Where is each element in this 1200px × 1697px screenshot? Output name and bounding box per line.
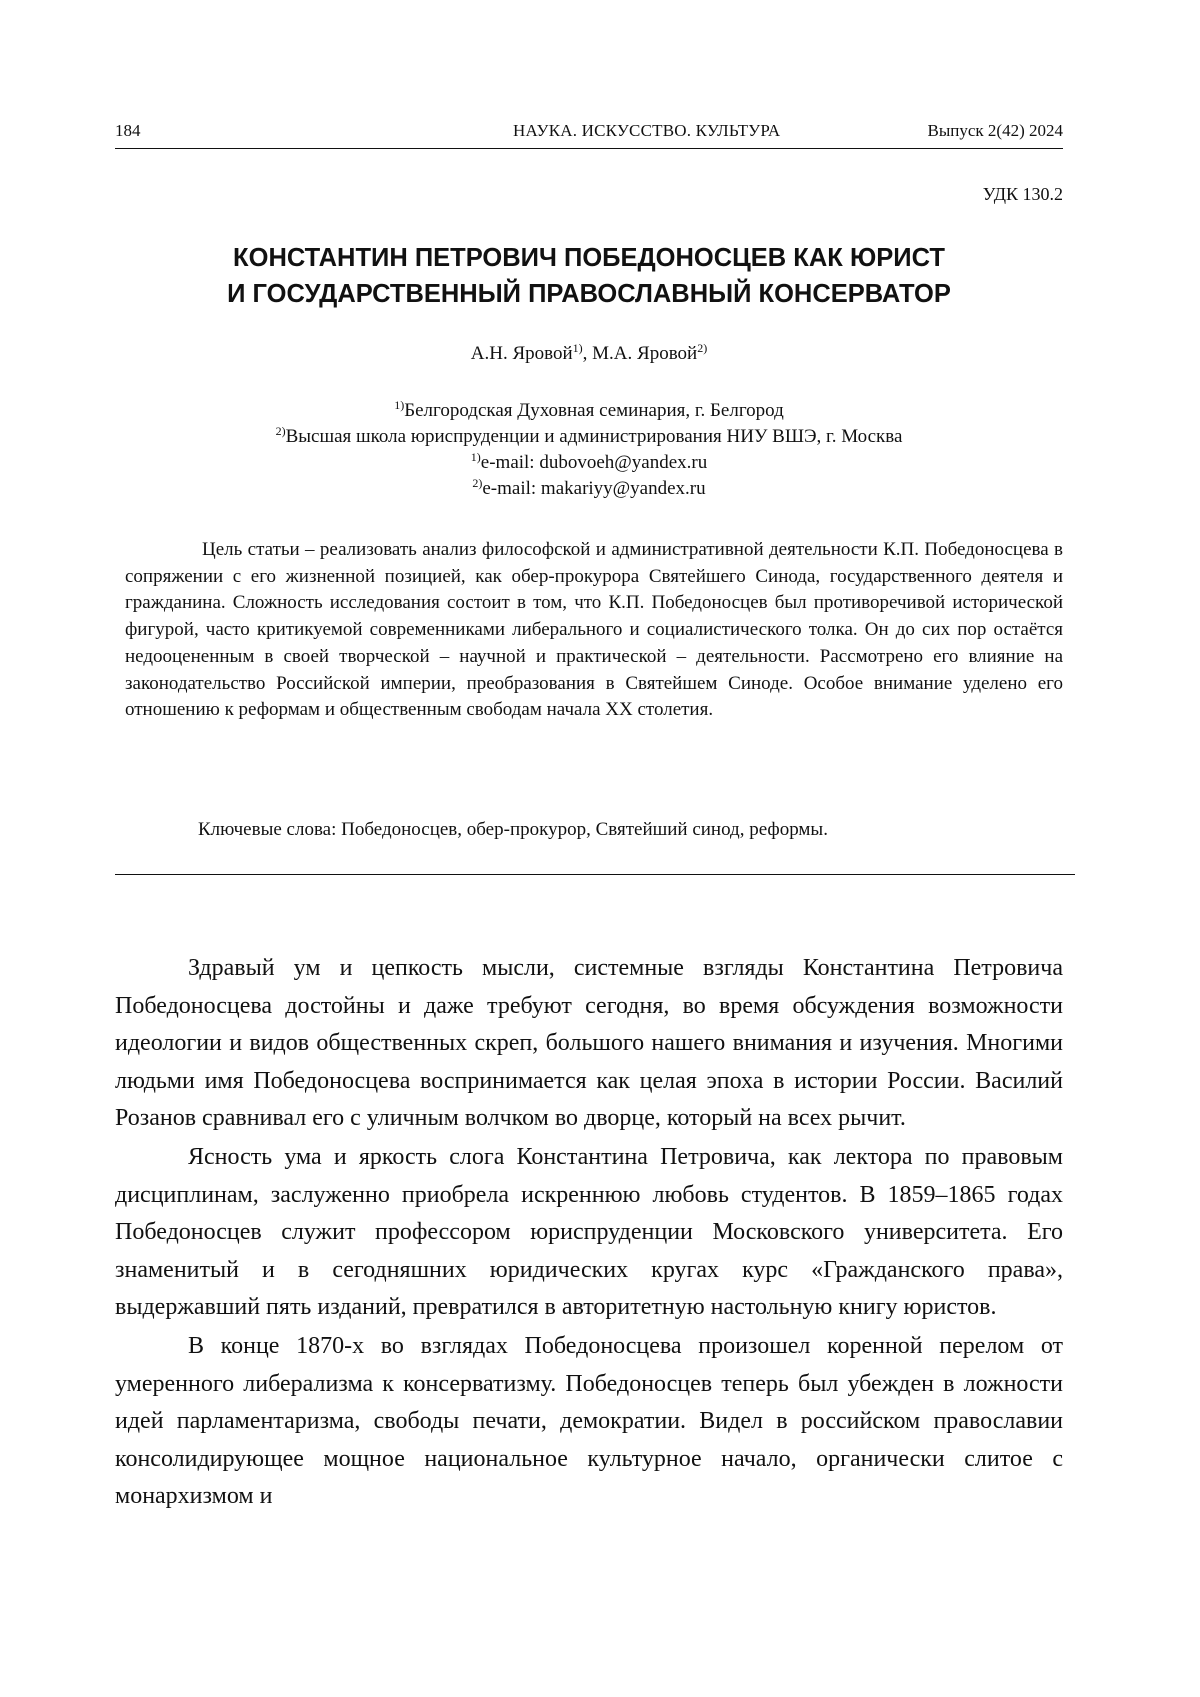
issue-info: Выпуск 2(42) 2024 — [927, 121, 1063, 140]
article-body — [115, 950, 1063, 1516]
affiliation-2 — [115, 424, 1063, 450]
affiliation-1-text: Белгородская Духовная семинария, г. Белгород — [404, 400, 784, 421]
abstract: Цель статьи – реализовать анализ философской и административной деятельности К.П. Победоносцева в сопряжении с его жизненной позицией, как обер-прокурора Святейшего Синода, государственного деятеля и гражданина. Сложность исследования состоит в том, что К.П. Победоносцев был противоречивой исторической фигурой, часто критикуемой современниками либерального и социалистического толка. Он до сих пор остаётся недооцененным в своей творческой – научной и практической – деятельности. Рассмотрено его влияние на законодательство Российской империи, преобразования в Святейшем Синоде. Особое внимание уделено его отношению к реформам и общественным свободам начала XX столетия. — [125, 539, 1063, 721]
affiliation-2-mark: 2) — [275, 424, 286, 438]
email-2 — [115, 476, 1063, 502]
email-1-text: e-mail: dubovoeh@yandex.ru — [480, 452, 708, 473]
email-2-mark: 2) — [472, 476, 483, 490]
title-line-2: И ГОСУДАРСТВЕННЫЙ ПРАВОСЛАВНЫЙ КОНСЕРВАТОР — [227, 280, 951, 308]
abstract-separator — [115, 874, 1075, 875]
article-title — [115, 240, 1063, 312]
body-paragraph-1: Здравый ум и цепкость мысли, системные взгляды Константина Петровича Победоносцева достойны и даже требуют сегодня, во время обсуждения возможности идеологии и видов общественных скреп, большого нашего внимания и изучения. Многими людьми имя Победоносцева воспринимается как целая эпоха в истории России. Василий Розанов сравнивал его с уличным волчком во дворце, который на всех рычит. — [115, 955, 1063, 1132]
body-paragraph-3: В конце 1870-х во взглядах Победоносцева произошел коренной перелом от умеренного либерализма к консерватизму. Победоносцев теперь был убежден в ложности идей парламентаризма, свободы печати, демократии. Видел в российском православии консолидирующее мощное национальное культурное начало, органически слитое с монархизмом и — [115, 1332, 1063, 1510]
header-rule — [115, 148, 1063, 149]
running-header — [115, 121, 1063, 145]
affiliations — [115, 398, 1063, 502]
affiliation-1-mark: 1) — [394, 398, 405, 412]
email-2-text: e-mail: makariyy@yandex.ru — [482, 478, 706, 499]
udk-code: УДК 130.2 — [982, 184, 1063, 204]
journal-name: НАУКА. ИСКУССТВО. КУЛЬТУРА — [513, 121, 781, 140]
author-1-mark: 1) — [572, 341, 583, 355]
title-line-1: КОНСТАНТИН ПЕТРОВИЧ ПОБЕДОНОСЦЕВ КАК ЮРИСТ — [233, 244, 945, 272]
author-1: А.Н. Яровой — [470, 343, 573, 364]
affiliation-1 — [115, 398, 1063, 424]
author-separator: , — [582, 343, 593, 364]
author-2-mark: 2) — [697, 341, 708, 355]
author-2: М.А. Яровой — [592, 343, 698, 364]
email-1 — [115, 450, 1063, 476]
affiliation-2-text: Высшая школа юриспруденции и администрирования НИУ ВШЭ, г. Москва — [285, 426, 903, 447]
email-1-mark: 1) — [470, 450, 481, 464]
keywords: Ключевые слова: Победоносцев, обер-прокурор, Святейший синод, реформы. — [198, 819, 828, 840]
authors — [115, 343, 1063, 365]
body-paragraph-2: Ясность ума и яркость слога Константина Петровича, как лектора по правовым дисциплинам, заслуженно приобрела искреннюю любовь студентов. В 1859–1865 годах Победоносцев служит профессором юриспруденции Московского университета. Его знаменитый и в сегодняшних юридических кругах курс «Гражданского права», выдержавший пять изданий, превратился в авторитетную настольную книгу юристов. — [115, 1143, 1063, 1321]
page-number: 184 — [115, 121, 141, 140]
